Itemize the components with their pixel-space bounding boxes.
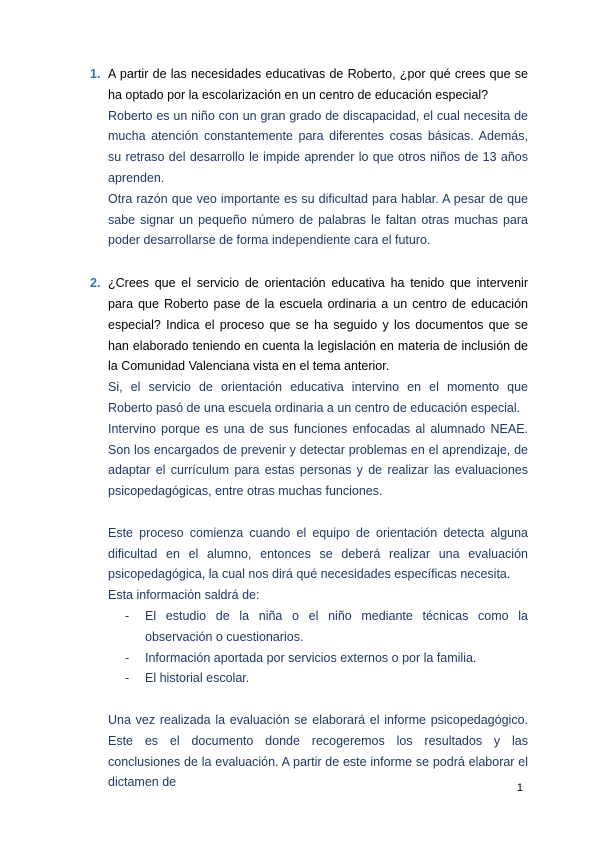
info-lead-text: Esta información saldrá de: xyxy=(108,588,260,603)
question-item-2 xyxy=(0,273,600,793)
list-item-text: El estudio de la niña o el niño mediante técnicas como la observación o cuestionarios. xyxy=(145,608,528,644)
question-block xyxy=(108,64,528,251)
question-number: 2. xyxy=(90,276,101,291)
answer-paragraph: Roberto es un niño con un gran grado de discapacidad, el cual necesita de mucha atención constantemente para diferentes cosas básicas. Además, su retraso del desarrollo le impide aprender lo que otros niños de 13 años aprenden. xyxy=(108,108,528,185)
dash-bullet: - xyxy=(125,671,130,686)
list-item-text: El historial escolar. xyxy=(145,671,250,686)
answer-paragraph: Intervino porque es una de sus funciones enfocadas al alumnado NEAE. Son los encargados de prevenir y detectar problemas en el aprendizaje, de adaptar el currículum para estas personas y de realizar las evaluaciones psicopedagógicas, entre otras muchas funciones. xyxy=(108,421,528,499)
paragraph-gap xyxy=(108,502,528,523)
paragraph-gap xyxy=(108,689,528,710)
question-block xyxy=(108,273,528,793)
list-item xyxy=(108,606,528,648)
section-gap xyxy=(0,251,600,273)
list-item xyxy=(108,648,528,669)
dash-bullet: - xyxy=(125,608,130,623)
question-item-1 xyxy=(0,64,600,251)
question-text: ¿Crees que el servicio de orientación educativa ha tenido que intervenir para que Roberto pase de la escuela ordinaria a un centro de educación especial? Indica el proceso que se ha seguido y los documentos que se han elaborado teniendo en cuenta la legislación en materia de inclusión de la Comunidad Valenciana vista en el tema anterior. xyxy=(108,276,528,374)
answer-paragraph: Otra razón que veo importante es su dificultad para hablar. A pesar de que sabe signar un pequeño número de palabras le faltan otras muchas para poder desarrollarse de forma independiente cara el futuro. xyxy=(108,191,528,248)
page-number: 1 xyxy=(516,782,523,794)
sources-list xyxy=(108,606,528,689)
closing-paragraph: Una vez realizada la evaluación se elaborará el informe psicopedagógico. Este es el documento donde recogeremos los resultados y las conclusiones de la evaluación. A partir de este informe se podrá elaborar el dictamen de xyxy=(108,712,528,790)
list-item-text: Información aportada por servicios externos o por la familia. xyxy=(145,650,477,665)
answer-paragraph: Si, el servicio de orientación educativa intervino en el momento que Roberto pasó de una escuela ordinaria a un centro de educación especial. xyxy=(108,380,528,415)
question-text: A partir de las necesidades educativas de Roberto, ¿por qué crees que se ha optado por la escolarización en un centro de educación especial? xyxy=(108,67,528,102)
list-item xyxy=(108,668,528,689)
dash-bullet: - xyxy=(125,650,130,665)
document-content xyxy=(0,64,600,793)
question-number: 1. xyxy=(90,67,101,81)
process-intro-paragraph: Este proceso comienza cuando el equipo de orientación detecta alguna dificultad en el alumno, entonces se deberá realizar una evaluación psicopedagógica, la cual nos dirá qué necesidades específicas necesita. xyxy=(108,525,528,582)
